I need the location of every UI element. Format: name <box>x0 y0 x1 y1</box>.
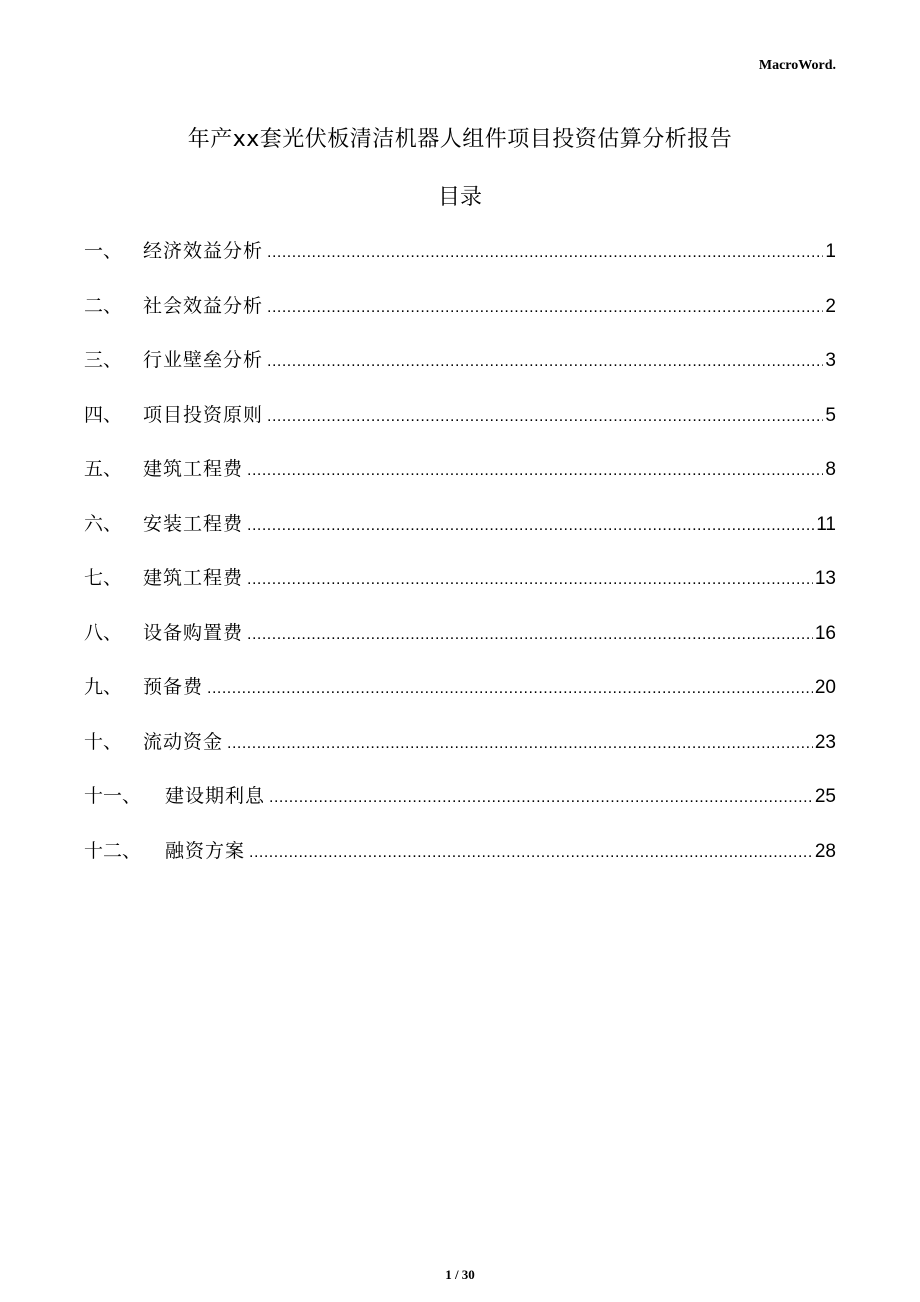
toc-entry-label: 建筑工程费 <box>143 567 244 589</box>
toc-entry-5[interactable] <box>84 454 836 509</box>
toc-entry-page: 20 <box>814 677 836 698</box>
toc-entry-7[interactable] <box>84 563 836 618</box>
toc-entry-label: 行业壁垒分析 <box>143 349 264 371</box>
toc-entry-label: 社会效益分析 <box>143 294 264 317</box>
toc-entry-page: 23 <box>814 731 836 753</box>
toc-entry-12[interactable] <box>84 836 836 891</box>
toc-dot-leader <box>269 789 813 807</box>
toc-entry-4[interactable] <box>84 400 836 455</box>
toc-entry-page: 3 <box>825 350 836 371</box>
toc-dot-leader <box>267 299 823 317</box>
toc-entry-number: 二、 <box>84 294 123 317</box>
toc-entry-8[interactable] <box>84 618 836 673</box>
table-of-contents <box>84 236 836 890</box>
toc-entry-3[interactable] <box>84 345 836 400</box>
toc-entry-label: 安装工程费 <box>143 512 244 535</box>
toc-entry-1[interactable] <box>84 236 836 291</box>
toc-entry-number: 五、 <box>84 458 123 480</box>
toc-dot-leader <box>267 244 823 262</box>
toc-entry-10[interactable] <box>84 727 836 782</box>
toc-entry-number: 十、 <box>84 730 123 753</box>
toc-entry-6[interactable] <box>84 509 836 564</box>
toc-dot-leader <box>267 353 823 371</box>
toc-entry-2[interactable] <box>84 291 836 346</box>
toc-entry-number: 八、 <box>84 621 123 644</box>
toc-dot-leader <box>247 462 823 480</box>
header-brand-mark: MacroWord. <box>758 58 836 73</box>
toc-entry-page: 16 <box>814 622 836 644</box>
document-title: 年产xx套光伏板清洁机器人组件项目投资估算分析报告 <box>187 127 733 152</box>
toc-entry-label: 项目投资原则 <box>143 403 264 426</box>
toc-entry-label: 流动资金 <box>143 730 224 753</box>
toc-entry-page: 25 <box>814 786 836 807</box>
toc-entry-label: 经济效益分析 <box>143 240 264 262</box>
toc-entry-number: 九、 <box>84 676 123 698</box>
toc-entry-label: 预备费 <box>143 676 204 698</box>
toc-entry-page: 2 <box>825 295 836 317</box>
toc-entry-number: 四、 <box>84 403 123 426</box>
toc-dot-leader <box>247 517 814 535</box>
toc-entry-number: 十二、 <box>84 839 142 862</box>
toc-entry-page: 5 <box>825 404 836 426</box>
toc-entry-label: 设备购置费 <box>143 621 244 644</box>
toc-entry-page: 28 <box>814 840 836 862</box>
toc-dot-leader <box>247 626 813 644</box>
toc-dot-leader <box>249 844 813 862</box>
toc-dot-leader <box>247 571 813 589</box>
toc-entry-number: 十一、 <box>84 785 142 807</box>
toc-dot-leader <box>267 408 823 426</box>
toc-heading: 目录 <box>437 185 482 210</box>
toc-entry-page: 1 <box>825 241 836 262</box>
toc-dot-leader <box>207 680 813 698</box>
toc-entry-11[interactable] <box>84 781 836 836</box>
toc-entry-number: 六、 <box>84 512 123 535</box>
toc-entry-label: 融资方案 <box>165 839 246 862</box>
toc-entry-page: 8 <box>825 459 836 480</box>
toc-entry-label: 建设期利息 <box>165 785 266 807</box>
toc-entry-number: 三、 <box>84 349 123 371</box>
toc-entry-9[interactable] <box>84 672 836 727</box>
toc-entry-page: 11 <box>816 513 836 535</box>
toc-entry-number: 一、 <box>84 240 123 262</box>
page-indicator: 1 / 30 <box>445 1267 475 1282</box>
toc-entry-number: 七、 <box>84 567 123 589</box>
toc-dot-leader <box>227 735 813 753</box>
toc-entry-page: 13 <box>814 568 836 589</box>
toc-entry-label: 建筑工程费 <box>143 458 244 480</box>
